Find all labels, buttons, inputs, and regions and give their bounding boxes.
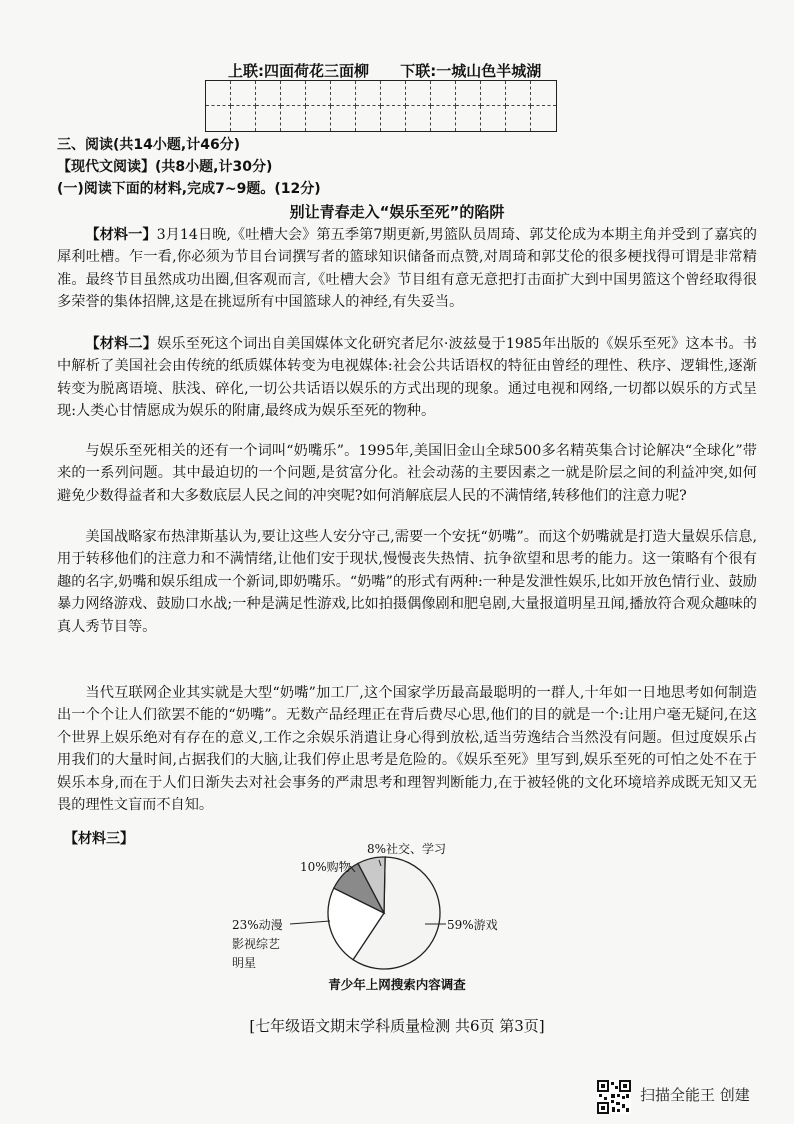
material1-text: 3月14日晚,《吐槽大会》第五季第7期更新,男篮队员周琦、郭艾伦成为本期主角并受到了嘉宾的犀利吐槽。乍一看,你必须为节目台词撰写者的篮球知识储备而点赞,对周琦和郭艾伦的很多梗找得可谓是非常精准。最终节目虽然成功出圈,但客观而言,《吐槽大会》节目组有意无意把打击面扩大到中国男篮这个曾经取得很多荣誉的集体招牌,这是在挑逗所有中国篮球人的神经,有失妥当。 (57, 227, 757, 311)
material2-label: 【材料二】 (85, 336, 158, 352)
qr-code-icon (597, 1080, 631, 1114)
material2-p2: 与娱乐至死相关的还有一个词叫“奶嘴乐”。1995年,美国旧金山全球500多名精英集合讨论解决“全球化”带来的一系列问题。其中最迫切的一个问题,是贫富分化。社会动荡的主要因素之一就是阶层之间的利益冲突,如何避免少数得益者和大多数底层人民之间的冲突呢?如何消解底层人民的不满情绪,转移他们的注意力呢? (57, 443, 757, 504)
material2-p4: 当代互联网企业其实就是大型“奶嘴”加工厂,这个国家学历最高最聪明的一群人,十年如一日地思考如何制造出一个个让人们欲罢不能的“奶嘴”。无数产品经理正在背后费尽心思,他们的目的就是一个:让用户毫无疑问,在这个世界上娱乐绝对有存在的意义,工作之余娱乐消遣让身心得到放松,适当劳逸结合当然没有问题。但过度娱乐占用我们的大量时间,占据我们的大脑,让我们停止思考是危险的。《娱乐至死》里写到,娱乐至死的可怕之处不在于娱乐本身,而在于人们日渐失去对社会事务的严肃思考和理智判断能力,在于被轻佻的文化环境培养成既无知又无畏的理性文盲而不自知。 (57, 685, 757, 814)
subsection-heading: 【现代文阅读】(共8小题,计30分) (57, 159, 273, 175)
material2-p3: 美国战略家布热津斯基认为,要让这些人安分守己,需要一个安抚“奶嘴”。而这个奶嘴就是打造大量娱乐信息,用于转移他们的注意力和不满情绪,让他们安于现状,慢慢丧失热情、抗争欲望和思考的能力。这一策略有个很有趣的名字,奶嘴和娱乐组成一个新词,即奶嘴乐。“奶嘴”的形式有两种:一种是发泄性娱乐,比如开放色情行业、鼓励暴力网络游戏、鼓励口水战;一种是满足性游戏,比如拍摄偶像剧和肥皂剧,大量报道明星丑闻,播放符合观众趣味的真人秀节目等。 (57, 529, 757, 635)
pie-label-anime-3: 明星 (232, 956, 257, 970)
couplet-upper: 上联:四面荷花三面柳 (228, 62, 369, 80)
pie-label-anime-2: 影视综艺 (232, 937, 281, 951)
scanner-brand: 扫描全能王 创建 (640, 1086, 750, 1104)
pie-label-anime-1: 23%动漫 (232, 918, 283, 932)
pie-label-shopping: 10%购物 (300, 860, 351, 874)
pie-label-social: 8%社交、学习 (367, 842, 447, 856)
page-footer: [七年级语文期末学科质量检测 共6页 第3页] (249, 1017, 545, 1035)
material1-label: 【材料一】 (85, 227, 157, 243)
section-heading: 三、阅读(共14小题,计46分) (57, 137, 241, 153)
couplet-lower: 下联:一城山色半城湖 (400, 62, 542, 80)
pie-label-games: 59%游戏 (447, 918, 498, 932)
material3-label: 【材料三】 (64, 831, 134, 847)
article-title: 别让青春走入“娱乐至死”的陷阱 (289, 203, 505, 221)
material2-text: 娱乐至死这个词出自美国媒体文化研究者尼尔·波兹曼于1985年出版的《娱乐至死》这本书。书中解析了美国社会由传统的纸质媒体转变为电视媒体:社会公共话语权的特征由曾经的理性、秩序、逻辑性,逐渐转变为脱离语境、肤浅、碎化,一切公共话语以娱乐的方式出现的现象。通过电视和网络,一切都以娱乐的方式呈现:人类心甘情愿成为娱乐的附庸,最终成为娱乐至死的物种。 (57, 336, 757, 420)
chart-title: 青少年上网搜索内容调查 (328, 977, 466, 992)
leader-line-anime (290, 921, 330, 924)
question-heading: (一)阅读下面的材料,完成7~9题。(12分) (57, 181, 321, 197)
